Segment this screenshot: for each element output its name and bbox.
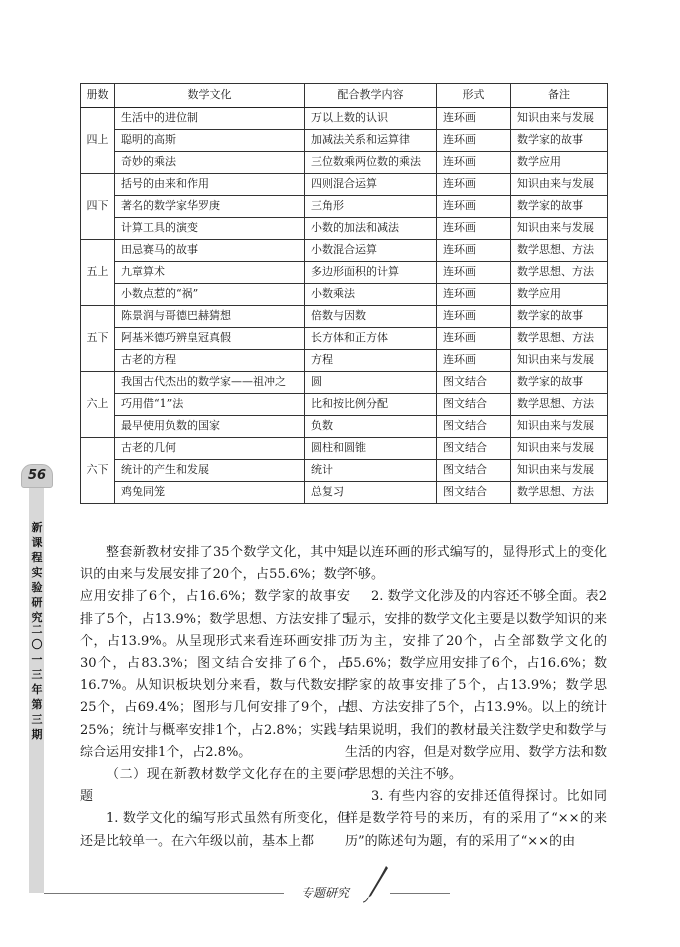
table-row	[81, 482, 608, 504]
form-cell: 连环画	[437, 262, 511, 284]
form-cell: 连环画	[437, 108, 511, 130]
pen-icon	[362, 864, 392, 904]
grade-cell: 四上	[81, 108, 115, 174]
paragraph-continued: 是以连环画的形式编写的，显得形式上的变化不够。	[345, 545, 607, 583]
content-cell: 小数混合运算	[305, 240, 437, 262]
grade-cell: 六上	[81, 372, 115, 438]
remark-cell: 知识由来与发展	[511, 108, 608, 130]
form-cell: 图文结合	[437, 372, 511, 394]
remark-cell: 知识由来与发展	[511, 438, 608, 460]
table-row	[81, 438, 608, 460]
form-cell: 连环画	[437, 350, 511, 372]
table-header-row	[81, 84, 608, 108]
culture-cell: 著名的数学家华罗庚	[115, 196, 305, 218]
table-row	[81, 460, 608, 482]
content-cell: 四则混合运算	[305, 174, 437, 196]
grade-cell: 五下	[81, 306, 115, 372]
culture-cell: 古老的方程	[115, 350, 305, 372]
culture-cell: 奇妙的乘法	[115, 152, 305, 174]
header-grade: 册数	[81, 84, 115, 108]
table-row	[81, 240, 608, 262]
header-form: 形式	[437, 84, 511, 108]
form-cell: 连环画	[437, 218, 511, 240]
footer-section-label: 专题研究	[300, 886, 349, 900]
remark-cell: 数学家的故事	[511, 372, 608, 394]
form-cell: 图文结合	[437, 416, 511, 438]
form-cell: 图文结合	[437, 482, 511, 504]
body-column-right	[345, 542, 607, 853]
header-culture: 数学文化	[115, 84, 305, 108]
content-cell: 加减法关系和运算律	[305, 130, 437, 152]
paragraph: 2. 数学文化涉及的内容还不够全面。表2显示，安排的数学文化主要是以数学知识的来历为主，安排了20个，占全部数学文化的55.6%；数学应用安排了6个，占16.6%；数学家的故事安排了5个，占13.9%；数学思想、方法安排了5个，占13.9%。以上的统计结果说明，我们的教材最关注数学史和数学与生活的内容，但是对数学应用、数学方法和数学思想的关注不够。	[345, 589, 607, 783]
culture-cell: 统计的产生和发展	[115, 460, 305, 482]
form-cell: 连环画	[437, 306, 511, 328]
form-cell: 连环画	[437, 284, 511, 306]
content-cell: 比和按比例分配	[305, 394, 437, 416]
header-content: 配合教学内容	[305, 84, 437, 108]
culture-cell: 田忌赛马的故事	[115, 240, 305, 262]
paragraph: 1. 数学文化的编写形式虽然有所变化，但还是比较单一。在六年级以前，基本上都	[80, 811, 350, 849]
culture-cell: 古老的几何	[115, 438, 305, 460]
content-cell: 统计	[305, 460, 437, 482]
form-cell: 图文结合	[437, 394, 511, 416]
content-cell: 倍数与因数	[305, 306, 437, 328]
table-row	[81, 174, 608, 196]
table-row	[81, 130, 608, 152]
remark-cell: 数学思想、方法	[511, 262, 608, 284]
table-row	[81, 262, 608, 284]
table-row	[81, 372, 608, 394]
body-column-left	[80, 542, 350, 853]
grade-cell: 四下	[81, 174, 115, 240]
remark-cell: 数学应用	[511, 152, 608, 174]
content-cell: 长方体和正方体	[305, 328, 437, 350]
form-cell: 连环画	[437, 328, 511, 350]
paragraph: 整套新教材安排了35个数学文化，其中知识的由来与发展安排了20个，占55.6%；数学应用安排了6个，占16.6%；数学家的故事安排了5个，占13.9%；数学思想、方法安排了5个，占13.9%。从呈现形式来看连环画安排了30个，占83.3%；图文结合安排了6个，占16.7%。从知识板块划分来看，数与代数安排25个，占69.4%；图形与几何安排了9个，占25%；统计与概率安排1个，占2.8%；实践与综合运用安排1个，占2.8%。	[80, 545, 350, 760]
remark-cell: 知识由来与发展	[511, 218, 608, 240]
header-remark: 备注	[511, 84, 608, 108]
culture-cell: 括号的由来和作用	[115, 174, 305, 196]
content-cell: 负数	[305, 416, 437, 438]
journal-issue: 二〇一三年 第三期	[31, 623, 54, 741]
journal-name: 新课程实验研究	[31, 521, 43, 624]
remark-cell: 数学思想、方法	[511, 394, 608, 416]
culture-cell: 鸡兔同笼	[115, 482, 305, 504]
culture-cell: 最早使用负数的国家	[115, 416, 305, 438]
content-cell: 三位数乘两位数的乘法	[305, 152, 437, 174]
content-cell: 三角形	[305, 196, 437, 218]
content-cell: 圆	[305, 372, 437, 394]
culture-cell: 聪明的高斯	[115, 130, 305, 152]
remark-cell: 知识由来与发展	[511, 416, 608, 438]
content-cell: 圆柱和圆锥	[305, 438, 437, 460]
table-row	[81, 196, 608, 218]
remark-cell: 数学思想、方法	[511, 328, 608, 350]
remark-cell: 数学思想、方法	[511, 482, 608, 504]
remark-cell: 知识由来与发展	[511, 460, 608, 482]
content-cell: 小数的加法和减法	[305, 218, 437, 240]
content-cell: 总复习	[305, 482, 437, 504]
remark-cell: 数学家的故事	[511, 130, 608, 152]
content-cell: 多边形面积的计算	[305, 262, 437, 284]
table-row	[81, 284, 608, 306]
culture-cell: 阿基米德巧辨皇冠真假	[115, 328, 305, 350]
table-row	[81, 218, 608, 240]
remark-cell: 知识由来与发展	[511, 174, 608, 196]
culture-cell: 我国古代杰出的数学家——祖冲之	[115, 372, 305, 394]
table-row	[81, 328, 608, 350]
remark-cell: 数学家的故事	[511, 306, 608, 328]
table-row	[81, 108, 608, 130]
grade-cell: 六下	[81, 438, 115, 504]
grade-cell: 五上	[81, 240, 115, 306]
culture-table	[80, 83, 608, 504]
culture-cell: 巧用借“1”法	[115, 394, 305, 416]
form-cell: 图文结合	[437, 438, 511, 460]
remark-cell: 数学家的故事	[511, 196, 608, 218]
table-row	[81, 394, 608, 416]
culture-cell: 计算工具的演变	[115, 218, 305, 240]
culture-cell: 生活中的进位制	[115, 108, 305, 130]
form-cell: 连环画	[437, 196, 511, 218]
form-cell: 连环画	[437, 240, 511, 262]
form-cell: 连环画	[437, 174, 511, 196]
remark-cell: 知识由来与发展	[511, 350, 608, 372]
section-heading: （二）现在新教材数学文化存在的主要问题	[80, 767, 350, 805]
table-row	[81, 416, 608, 438]
remark-cell: 数学应用	[511, 284, 608, 306]
table-body	[81, 108, 608, 504]
form-cell: 连环画	[437, 152, 511, 174]
page-number: 56	[21, 464, 53, 488]
footer-rule-right	[390, 893, 450, 894]
remark-cell: 数学思想、方法	[511, 240, 608, 262]
culture-cell: 九章算术	[115, 262, 305, 284]
footer-rule	[44, 893, 284, 894]
table-row	[81, 306, 608, 328]
content-cell: 方程	[305, 350, 437, 372]
content-cell: 小数乘法	[305, 284, 437, 306]
content-cell: 万以上数的认识	[305, 108, 437, 130]
form-cell: 连环画	[437, 130, 511, 152]
paragraph: 3. 有些内容的安排还值得探讨。比如同样是数学符号的来历，有的采用了“××的来历”的陈述句为题，有的采用了“××的由	[345, 789, 607, 849]
culture-cell: 小数点惹的“祸”	[115, 284, 305, 306]
culture-cell: 陈景润与哥德巴赫猜想	[115, 306, 305, 328]
table-row	[81, 350, 608, 372]
table-row	[81, 152, 608, 174]
form-cell: 图文结合	[437, 460, 511, 482]
